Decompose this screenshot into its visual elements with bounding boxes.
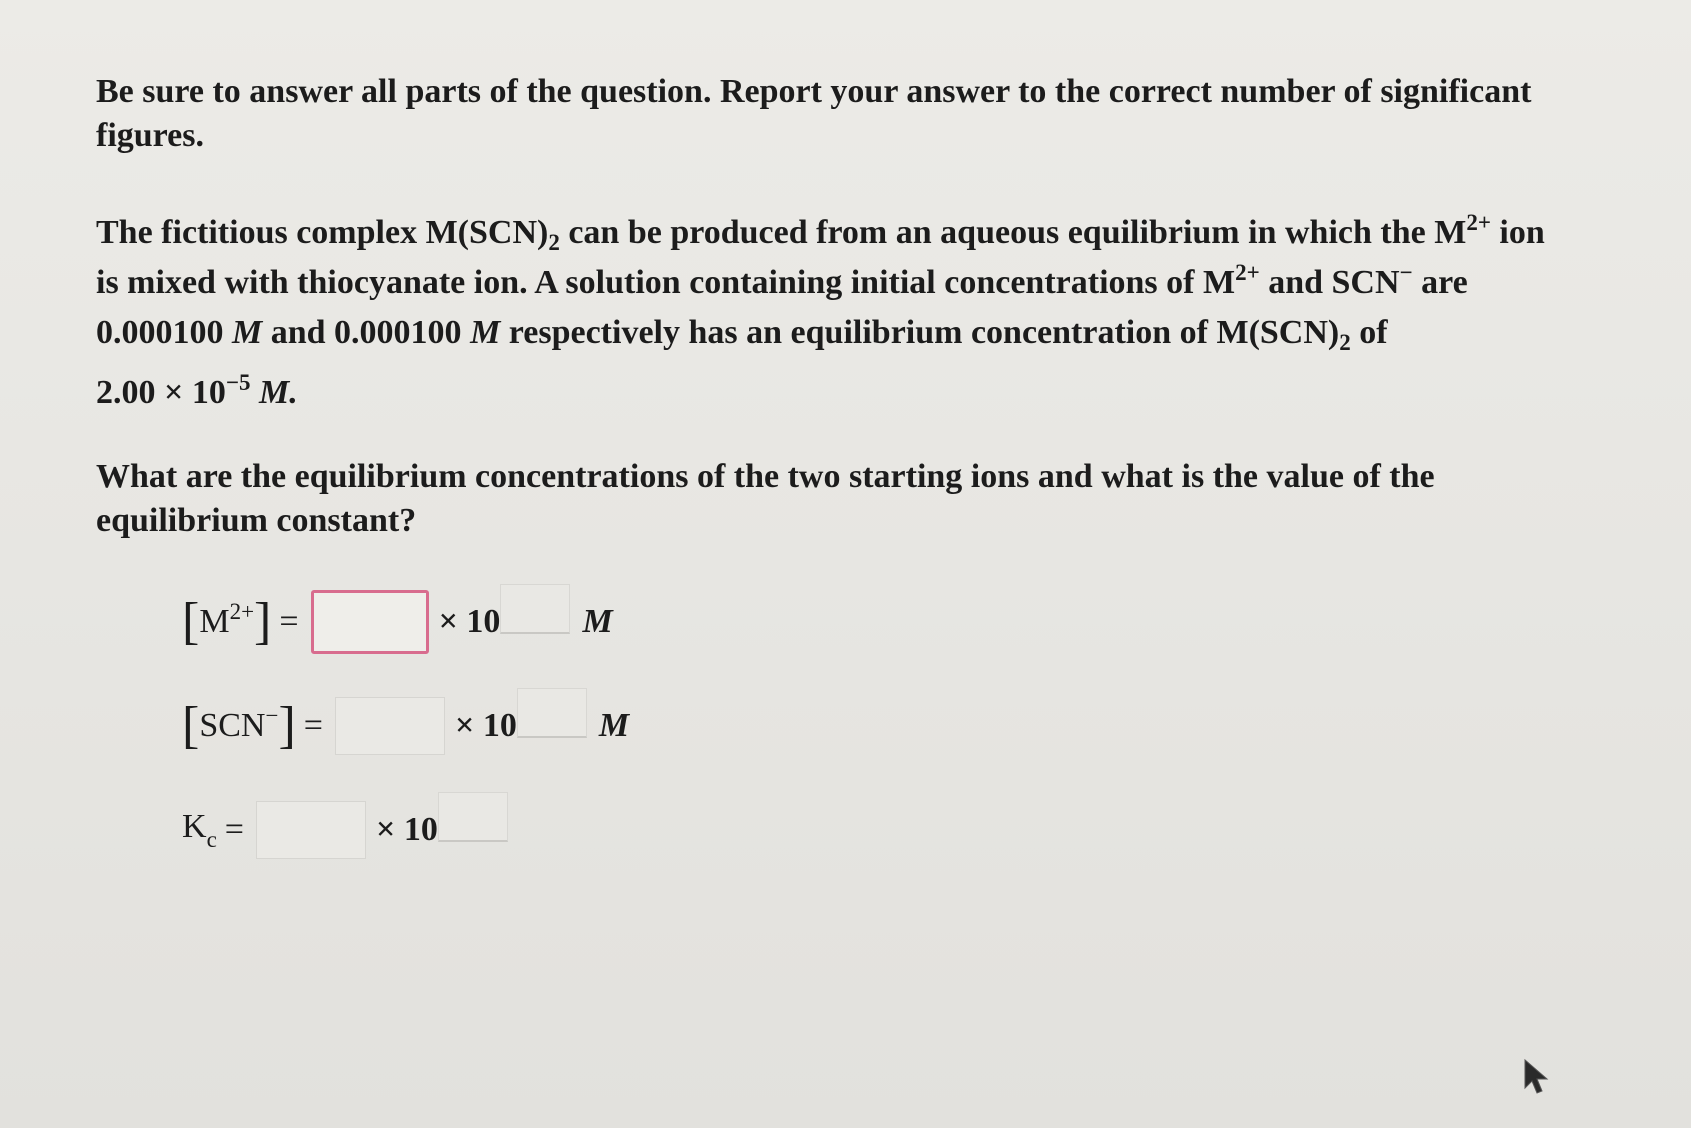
open-bracket: [ [182,593,200,650]
scn-exponent-input[interactable] [517,688,587,738]
equals-sign: = [224,811,244,848]
question-text [96,455,1656,543]
question-line-1: What are the equilibrium concentrations of the two starting ions and what is the value of the [96,458,1435,495]
answer-row-scn [182,696,629,756]
equals-sign: = [279,603,299,640]
times-ten: × 10 [454,707,517,744]
answer-row-kc [182,800,508,860]
unit-m: M [598,707,630,744]
kc-mantissa-input[interactable] [256,801,366,859]
problem-line-2: is mixed with thiocyanate ion. A solution containing initial concentrations of $M^{2+}$ and SCN− are [96,260,1468,301]
kc-exponent-input[interactable] [438,792,508,842]
open-bracket: [ [182,697,200,754]
kc-label: $K_c$ [182,807,217,852]
times-ten: × 10 [438,603,501,640]
problem-line-4: $2.00 \times 10^{-5}$ M. [96,370,298,411]
m2plus-mantissa-input[interactable] [311,590,429,654]
close-bracket: ] [254,593,272,650]
question-line-2: equilibrium constant? [96,502,417,539]
instructions [96,70,1656,158]
problem-statement [96,208,1656,418]
problem-line-3: 0.000100 M and 0.000100 M respectively has an equilibrium concentration of $M(SCN)_2$ of [96,314,1388,355]
problem-line-1: The fictitious complex $M(SCN)_2$ can be produced from an aqueous equilibrium in which the $M^{2+}$ ion [96,210,1545,255]
answer-row-m2plus [182,592,613,652]
ion-label-m: $M^{2+}$ [199,599,255,640]
ion-label-scn: SCN− [199,703,279,744]
m2plus-exponent-input[interactable] [500,584,570,634]
scn-mantissa-input[interactable] [335,697,445,755]
instructions-line-2: figures. [96,117,204,154]
close-bracket: ] [278,697,296,754]
mouse-pointer-icon [1522,1058,1552,1098]
times-ten: × 10 [375,811,438,848]
unit-m: M [582,603,613,640]
instructions-line-1: Be sure to answer all parts of the question. Report your answer to the correct number of significant [96,73,1532,110]
equals-sign: = [303,707,323,744]
